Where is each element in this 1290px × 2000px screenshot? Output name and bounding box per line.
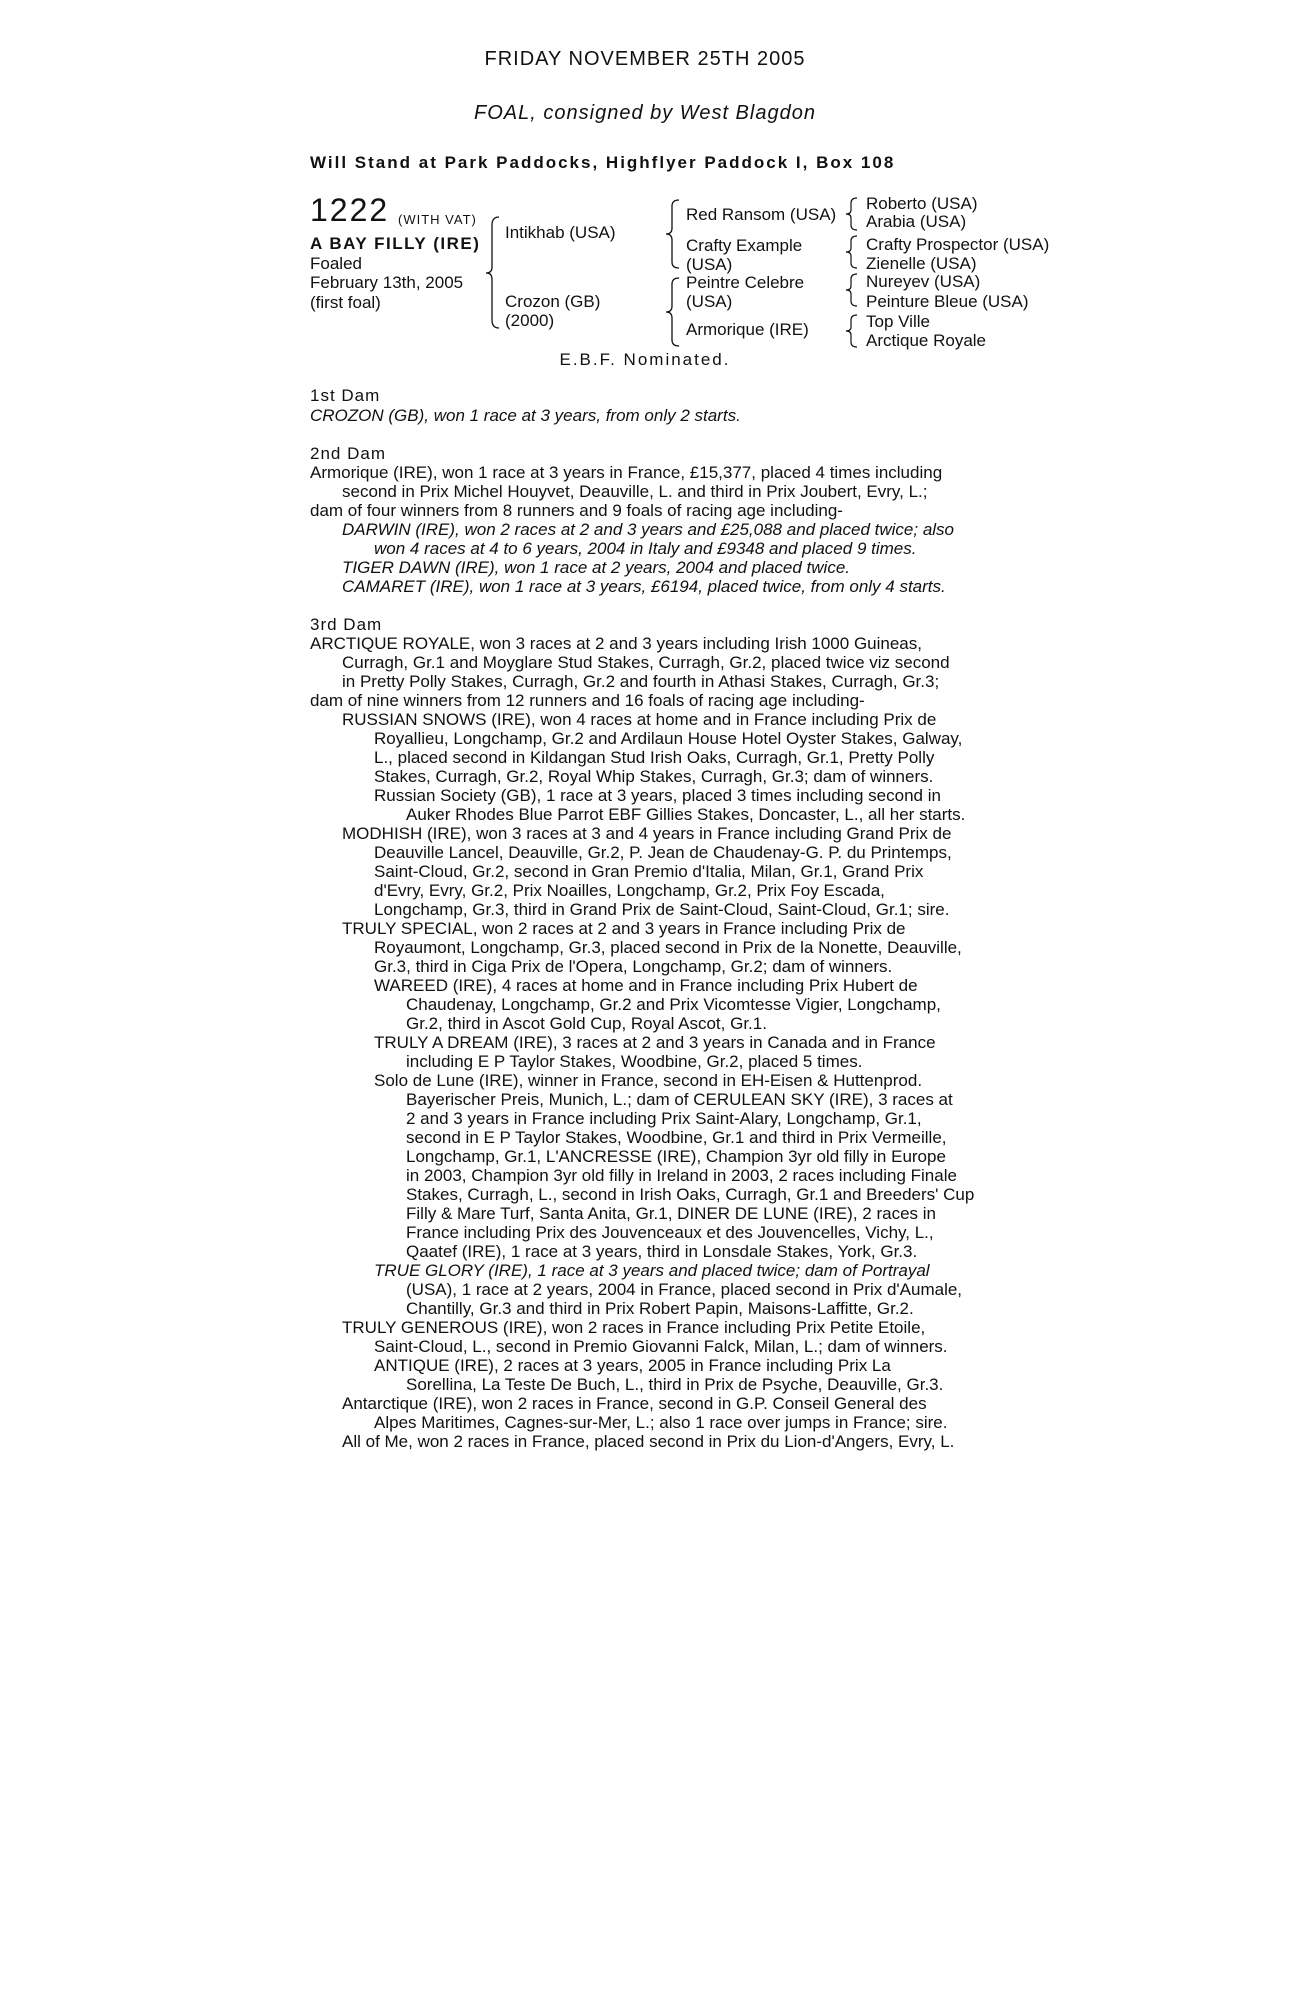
consignment-line: FOAL, consigned by West Blagdon: [474, 102, 816, 124]
sire-dam-dam: Zienelle (USA): [866, 254, 977, 273]
pedigree-text-line: d'Evry, Evry, Gr.2, Prix Noailles, Longchamp, Gr.2, Prix Foy Escada,: [374, 881, 885, 900]
dam-sire-dam: Peinture Bleue (USA): [866, 292, 1029, 311]
pedigree-text-line: second in E P Taylor Stakes, Woodbine, Gr.1 and third in Prix Vermeille,: [406, 1128, 947, 1147]
brace-gen3-4: [844, 313, 860, 349]
pedigree-text-line: Curragh, Gr.1 and Moyglare Stud Stakes, Curragh, Gr.2, placed twice viz second: [342, 653, 950, 672]
ebf-nominated: E.B.F. Nominated.: [559, 350, 731, 369]
sire-sire-sire: Roberto (USA): [866, 194, 978, 213]
pedigree-text-line: ANTIQUE (IRE), 2 races at 3 years, 2005 in France including Prix La: [374, 1356, 891, 1375]
stand-location: Will Stand at Park Paddocks, Highflyer Paddock I, Box 108: [310, 153, 896, 172]
pedigree-text-line: Chantilly, Gr.3 and third in Prix Robert Papin, Maisons-Laffitte, Gr.2.: [406, 1299, 914, 1318]
pedigree-text-line: dam of four winners from 8 runners and 9 foals of racing age including-: [310, 501, 843, 520]
pedigree-text-line: WAREED (IRE), 4 races at home and in France including Prix Hubert de: [374, 976, 918, 995]
pedigree-brace-sire: [664, 198, 684, 270]
first-dam-heading: 1st Dam: [310, 386, 381, 405]
dam-sire-sire: Nureyev (USA): [866, 272, 981, 291]
pedigree-text-line: Saint-Cloud, Gr.2, second in Gran Premio d'Italia, Milan, Gr.1, Grand Prix: [374, 862, 924, 881]
pedigree-text-line: Qaatef (IRE), 1 race at 3 years, third in Lonsdale Stakes, York, Gr.3.: [406, 1242, 918, 1261]
sire-sire: Red Ransom (USA): [686, 205, 837, 224]
pedigree-brace-dam: [664, 276, 684, 348]
pedigree-text-line: (USA), 1 race at 2 years, 2004 in France, placed second in Prix d'Aumale,: [406, 1280, 963, 1299]
sire-sire-dam: Arabia (USA): [866, 212, 967, 231]
pedigree-text-line: Saint-Cloud, L., second in Premio Giovanni Falck, Milan, L.; dam of winners.: [374, 1337, 948, 1356]
pedigree-text-line: Alpes Maritimes, Cagnes-sur-Mer, L.; also 1 race over jumps in France; sire.: [374, 1413, 948, 1432]
pedigree-text-line: TRULY GENEROUS (IRE), won 2 races in France including Prix Petite Etoile,: [342, 1318, 926, 1337]
pedigree-text-line: TIGER DAWN (IRE), won 1 race at 2 years, 2004 and placed twice.: [342, 558, 851, 577]
vat-note: (WITH VAT): [398, 212, 477, 227]
pedigree-text-line: Stakes, Curragh, L., second in Irish Oaks, Curragh, Gr.1 and Breeders' Cup: [406, 1185, 975, 1204]
pedigree-text-line: Sorellina, La Teste De Buch, L., third in Prix de Psyche, Deauville, Gr.3.: [406, 1375, 944, 1394]
pedigree-text-line: ARCTIQUE ROYALE, won 3 races at 2 and 3 years including Irish 1000 Guineas,: [310, 634, 922, 653]
sire-dam-sire: Crafty Prospector (USA): [866, 235, 1050, 254]
pedigree-text-line: L., placed second in Kildangan Stud Irish Oaks, Curragh, Gr.1, Pretty Polly: [374, 748, 935, 767]
pedigree-text-line: in Pretty Polly Stakes, Curragh, Gr.2 and fourth in Athasi Stakes, Curragh, Gr.3;: [342, 672, 940, 691]
pedigree-text-line: All of Me, won 2 races in France, placed second in Prix du Lion-d'Angers, Evry, L.: [342, 1432, 955, 1451]
dam-dam: Armorique (IRE): [686, 320, 809, 339]
pedigree-text-line: Longchamp, Gr.1, L'ANCRESSE (IRE), Champion 3yr old filly in Europe: [406, 1147, 946, 1166]
foaled-label: Foaled: [310, 254, 362, 273]
sire-dam: Crafty Example: [686, 236, 803, 255]
pedigree-text-line: Bayerischer Preis, Munich, L.; dam of CERULEAN SKY (IRE), 3 races at: [406, 1090, 953, 1109]
pedigree-text-line: MODHISH (IRE), won 3 races at 3 and 4 years in France including Grand Prix de: [342, 824, 952, 843]
pedigree-brace-main: [484, 215, 504, 330]
pedigree-text-line: Longchamp, Gr.3, third in Grand Prix de Saint-Cloud, Saint-Cloud, Gr.1; sire.: [374, 900, 950, 919]
pedigree-text-line: Armorique (IRE), won 1 race at 3 years in France, £15,377, placed 4 times including: [310, 463, 943, 482]
pedigree-text-line: DARWIN (IRE), won 2 races at 2 and 3 years and £25,088 and placed twice; also: [342, 520, 955, 539]
pedigree-text-line: second in Prix Michel Houyvet, Deauville, L. and third in Prix Joubert, Evry, L.;: [342, 482, 928, 501]
lot-number: 1222: [310, 192, 390, 228]
pedigree-text-line: 2 and 3 years in France including Prix Saint-Alary, Longchamp, Gr.1,: [406, 1109, 922, 1128]
sire-dam-country: (USA): [686, 255, 733, 274]
dam: Crozon (GB): [505, 292, 601, 311]
dam-year: (2000): [505, 311, 555, 330]
dam-sire: Peintre Celebre: [686, 273, 805, 292]
pedigree-text-line: Royallieu, Longchamp, Gr.2 and Ardilaun House Hotel Oyster Stakes, Galway,: [374, 729, 963, 748]
lot-name: A BAY FILLY (IRE): [310, 234, 481, 253]
pedigree-text-line: Gr.3, third in Ciga Prix de l'Opera, Longchamp, Gr.2; dam of winners.: [374, 957, 893, 976]
pedigree-text-line: France including Prix des Jouvenceaux et des Jouvencelles, Vichy, L.,: [406, 1223, 934, 1242]
pedigree-text-line: TRULY A DREAM (IRE), 3 races at 2 and 3 years in Canada and in France: [374, 1033, 936, 1052]
sire: Intikhab (USA): [505, 223, 616, 242]
pedigree-text-line: CAMARET (IRE), won 1 race at 3 years, £6194, placed twice, from only 4 starts.: [342, 577, 946, 596]
brace-gen3-3: [844, 272, 860, 308]
dam-dam-sire: Top Ville: [866, 312, 930, 331]
first-foal-note: (first foal): [310, 293, 381, 312]
brace-gen3-1: [844, 196, 860, 232]
pedigree-text-line: Auker Rhodes Blue Parrot EBF Gillies Stakes, Doncaster, L., all her starts.: [406, 805, 966, 824]
foaled-date: February 13th, 2005: [310, 273, 464, 292]
pedigree-text-line: Solo de Lune (IRE), winner in France, second in EH-Eisen & Huttenprod.: [374, 1071, 923, 1090]
pedigree-text-line: Chaudenay, Longchamp, Gr.2 and Prix Vicomtesse Vigier, Longchamp,: [406, 995, 941, 1014]
pedigree-text-line: in 2003, Champion 3yr old filly in Ireland in 2003, 2 races including Finale: [406, 1166, 957, 1185]
pedigree-text-line: Russian Society (GB), 1 race at 3 years, placed 3 times including second in: [374, 786, 941, 805]
third-dam-heading: 3rd Dam: [310, 615, 383, 634]
pedigree-text-line: won 4 races at 4 to 6 years, 2004 in Italy and £9348 and placed 9 times.: [374, 539, 917, 558]
brace-gen3-2: [844, 234, 860, 270]
pedigree-text-line: TRUE GLORY (IRE), 1 race at 3 years and placed twice; dam of Portrayal: [374, 1261, 930, 1280]
pedigree-text-line: dam of nine winners from 12 runners and 16 foals of racing age including-: [310, 691, 865, 710]
second-dam-heading: 2nd Dam: [310, 444, 386, 463]
sale-date: FRIDAY NOVEMBER 25TH 2005: [484, 48, 806, 70]
pedigree-text-line: including E P Taylor Stakes, Woodbine, Gr.2, placed 5 times.: [406, 1052, 863, 1071]
pedigree-text-line: TRULY SPECIAL, won 2 races at 2 and 3 years in France including Prix de: [342, 919, 906, 938]
dam-sire-country: (USA): [686, 292, 733, 311]
first-dam-text: CROZON (GB), won 1 race at 3 years, from only 2 starts.: [310, 406, 741, 425]
pedigree-text-line: Gr.2, third in Ascot Gold Cup, Royal Ascot, Gr.1.: [406, 1014, 767, 1033]
dam-dam-dam: Arctique Royale: [866, 331, 987, 350]
pedigree-text-line: Filly & Mare Turf, Santa Anita, Gr.1, DINER DE LUNE (IRE), 2 races in: [406, 1204, 936, 1223]
pedigree-text-line: Deauville Lancel, Deauville, Gr.2, P. Jean de Chaudenay-G. P. du Printemps,: [374, 843, 952, 862]
pedigree-text-line: Antarctique (IRE), won 2 races in France, second in G.P. Conseil General des: [342, 1394, 927, 1413]
pedigree-text-line: Royaumont, Longchamp, Gr.3, placed second in Prix de la Nonette, Deauville,: [374, 938, 962, 957]
pedigree-text-line: RUSSIAN SNOWS (IRE), won 4 races at home and in France including Prix de: [342, 710, 937, 729]
pedigree-text-line: Stakes, Curragh, Gr.2, Royal Whip Stakes, Curragh, Gr.3; dam of winners.: [374, 767, 934, 786]
